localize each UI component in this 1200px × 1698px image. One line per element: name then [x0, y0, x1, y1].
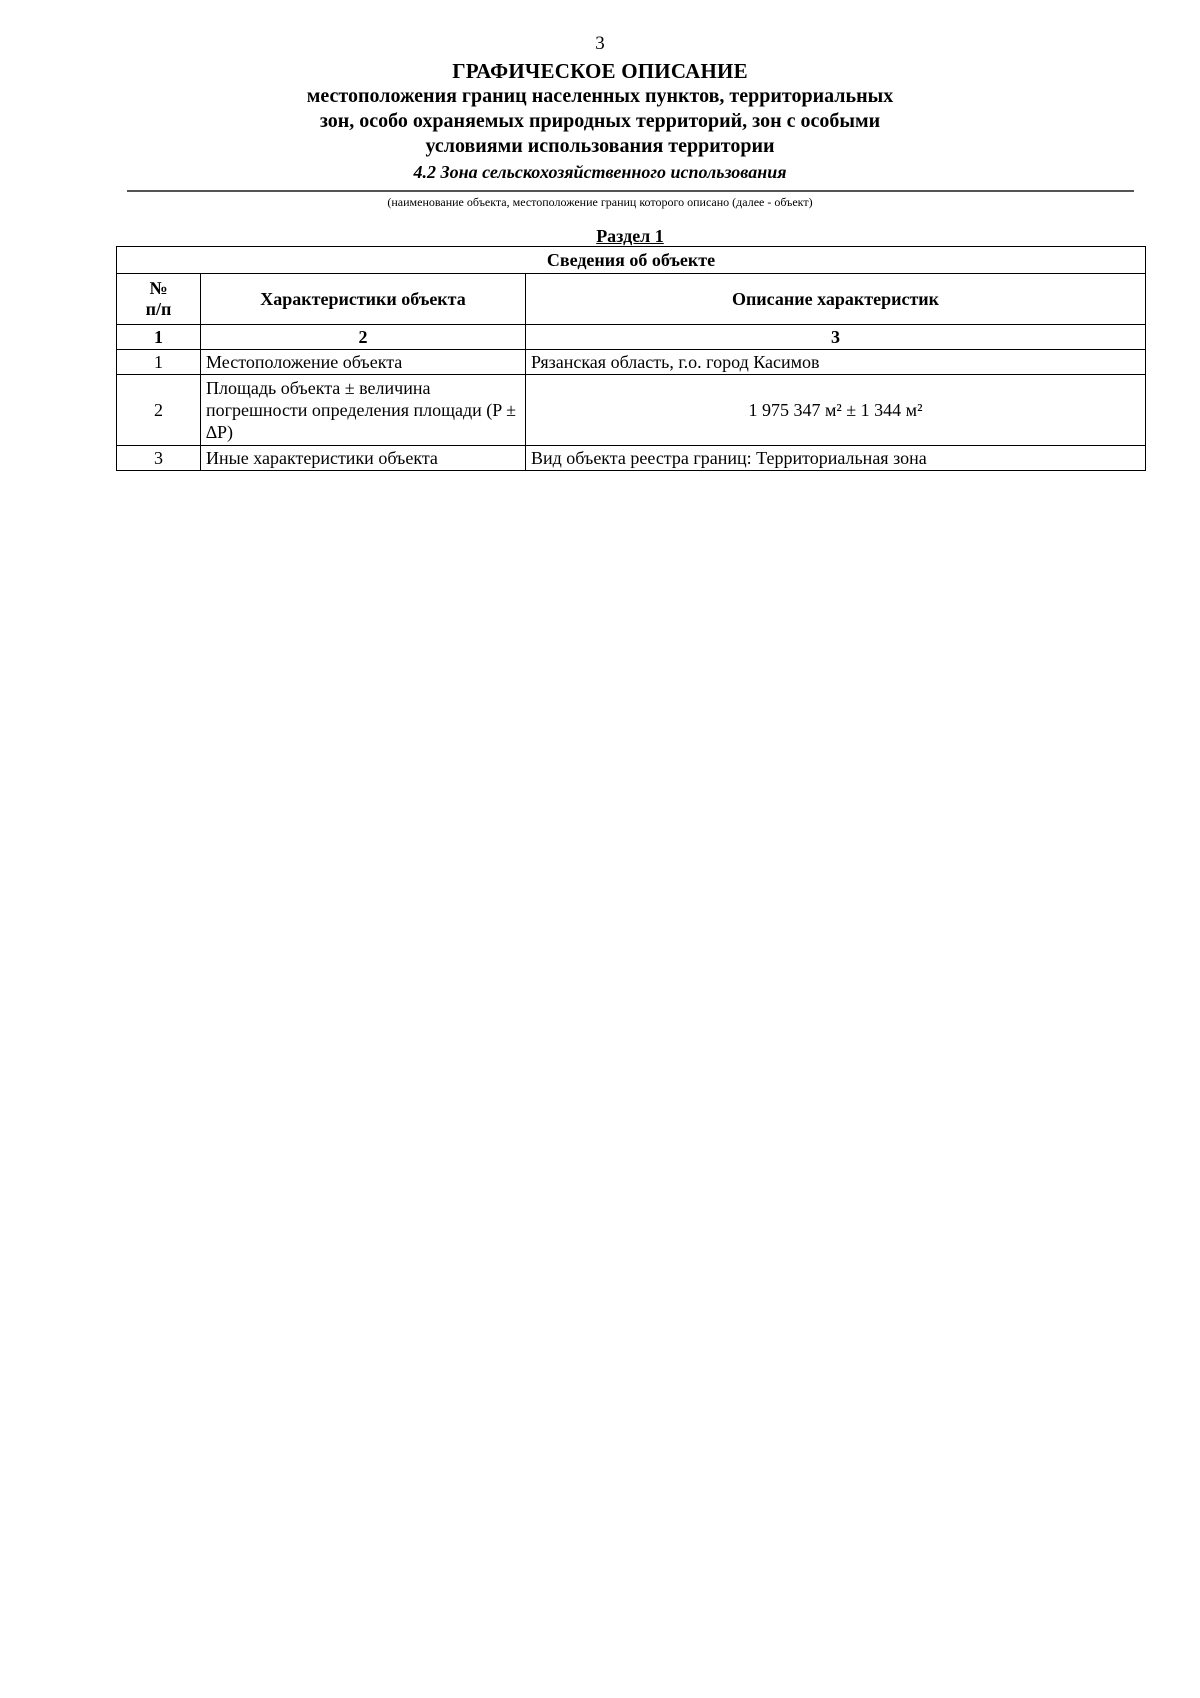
- row-description: Рязанская область, г.о. город Касимов: [526, 350, 1146, 375]
- column-number-3: 3: [526, 325, 1146, 350]
- row-description: 1 975 347 м² ± 1 344 м²: [526, 375, 1146, 446]
- column-number-2: 2: [201, 325, 526, 350]
- table-caption: Сведения об объекте: [117, 247, 1146, 274]
- row-description: Вид объекта реестра границ: Территориальная зона: [526, 446, 1146, 471]
- object-name-underline: [127, 190, 1134, 192]
- table-caption-row: [117, 247, 1146, 274]
- row-characteristic: Местоположение объекта: [201, 350, 526, 375]
- table-row: [117, 375, 1146, 446]
- document-subtitle-line-3: условиями использования территории: [425, 135, 775, 157]
- column-header-number: № п/п: [117, 274, 201, 325]
- page-number: 3: [595, 33, 605, 54]
- row-characteristic: Иные характеристики объекта: [201, 446, 526, 471]
- column-header-description: Описание характеристик: [526, 274, 1146, 325]
- table-row: [117, 350, 1146, 375]
- document-subtitle-line-2: зон, особо охраняемых природных территорий, зон с особыми: [319, 110, 881, 132]
- object-caption: (наименование объекта, местоположение границ которого описано (далее - объект): [387, 195, 813, 209]
- document-subtitle-line-1: местоположения границ населенных пунктов, территориальных: [306, 85, 894, 107]
- column-header-characteristics: Характеристики объекта: [201, 274, 526, 325]
- section-title: Раздел 1: [596, 226, 664, 246]
- row-number: 3: [117, 446, 201, 471]
- table-header-row: [117, 274, 1146, 325]
- object-info-table: [116, 246, 1146, 471]
- row-number: 1: [117, 350, 201, 375]
- table-row: [117, 446, 1146, 471]
- row-characteristic: Площадь объекта ± величина погрешности определения площади (P ± ∆P): [201, 375, 526, 446]
- column-number-1: 1: [117, 325, 201, 350]
- column-number-row: [117, 325, 1146, 350]
- row-number: 2: [117, 375, 201, 446]
- document-title: ГРАФИЧЕСКОЕ ОПИСАНИЕ: [452, 59, 748, 83]
- object-name: 4.2 Зона сельскохозяйственного использования: [413, 162, 787, 182]
- document-header: [0, 58, 1200, 184]
